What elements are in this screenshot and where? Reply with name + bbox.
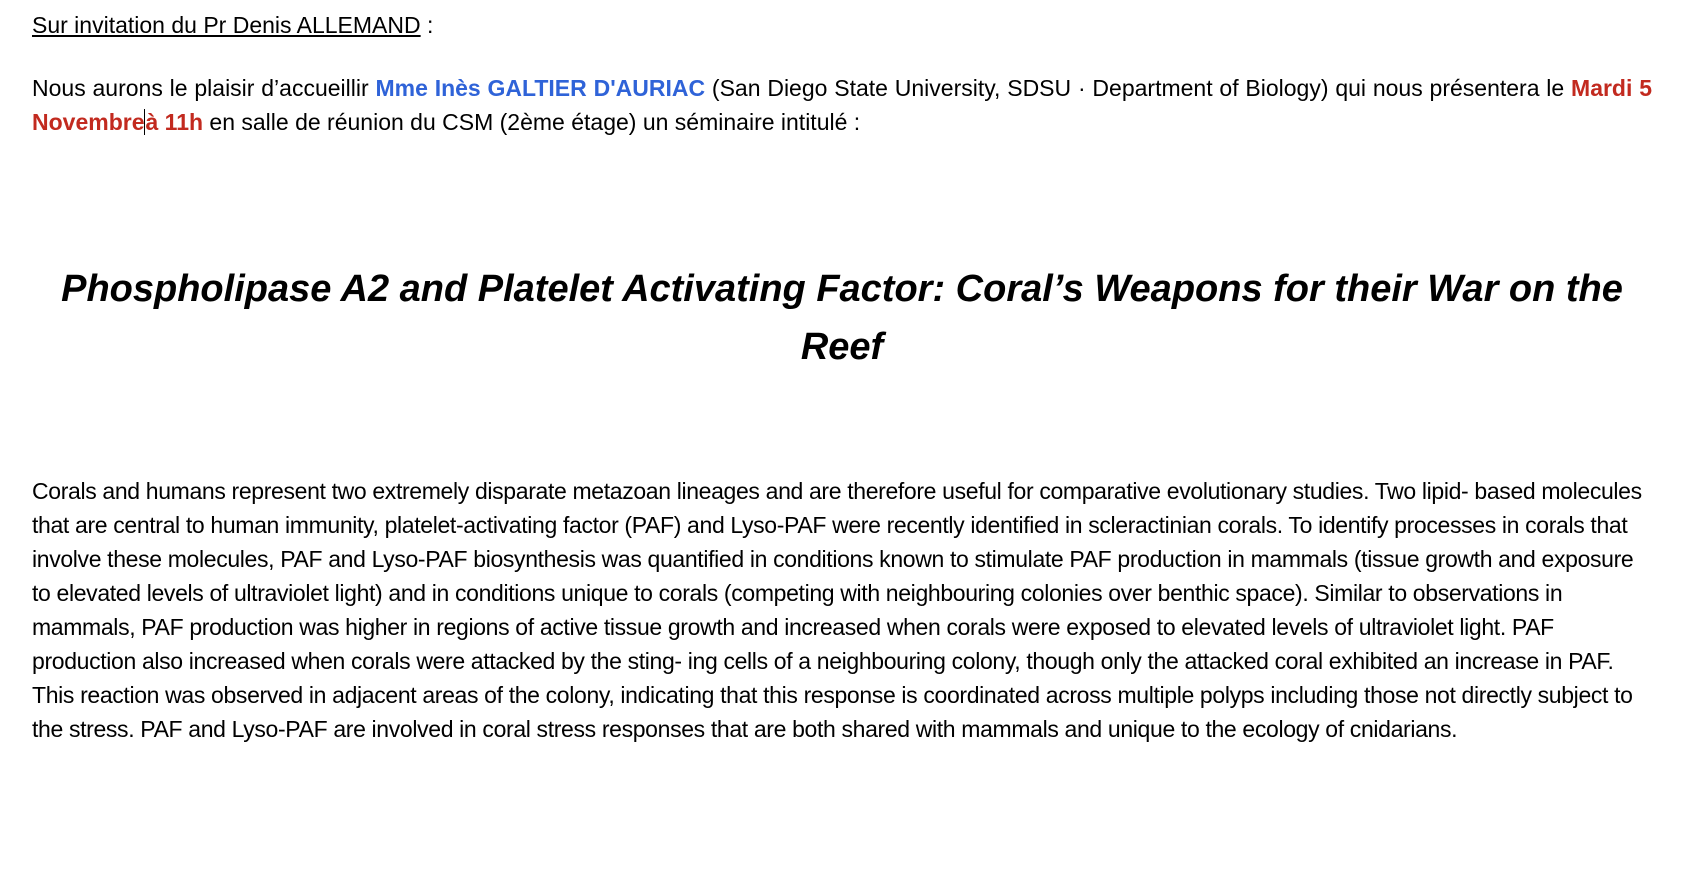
abstract-paragraph: Corals and humans represent two extremely disparate metazoan lineages and are therefore useful for comparative evolutionary studies. Two lipid- based molecules that are central to human immunity, platelet-activating factor (PAF) and Lyso-PAF were recently identified in scleractinian corals. To identify processes in corals that involve these molecules, PAF and Lyso-PAF biosynthesis was quantified in conditions known to stimulate PAF production in mammals (tissue growth and exposure to elevated levels of ultraviolet light) and in conditions unique to corals (competing with neighbouring colonies over benthic space). Similar to observations in mammals, PAF production was higher in regions of active tissue growth and increased when corals were exposed to elevated levels of ultraviolet light. PAF production also increased when corals were attacked by the sting- ing cells of a neighbouring colony, though only the attacked coral exhibited an increase in PAF. This reaction was observed in adjacent areas of the colony, indicating that this response is coordinated across multiple polyps including those not directly subject to the stress. PAF and Lyso-PAF are involved in coral stress responses that are both shared with mammals and unique to the ecology of cnidarians. (32, 478, 1642, 742)
speaker-name: Mme Inès GALTIER D'AURIAC (375, 75, 706, 101)
invitation-line (32, 10, 433, 40)
seminar-title: Phospholipase A2 and Platelet Activating Factor: Coral’s Weapons for their War on the Reef (61, 268, 1623, 368)
invitation-suffix: : (420, 12, 434, 38)
intro-lead: Nous aurons le plaisir d’accueillir (32, 75, 376, 101)
intro-paragraph (32, 71, 1652, 139)
invitation-host: Sur invitation du Pr Denis ALLEMAND (32, 12, 421, 38)
intro-rest: en salle de réunion du CSM (2ème étage) un séminaire intitulé : (203, 109, 861, 135)
intro-affiliation: (San Diego State University, SDSU · Department of Biology) qui nous présentera le (705, 75, 1572, 101)
seminar-time: à 11h (145, 109, 204, 135)
seminar-date: Mardi 5 Novembre (32, 75, 1652, 135)
